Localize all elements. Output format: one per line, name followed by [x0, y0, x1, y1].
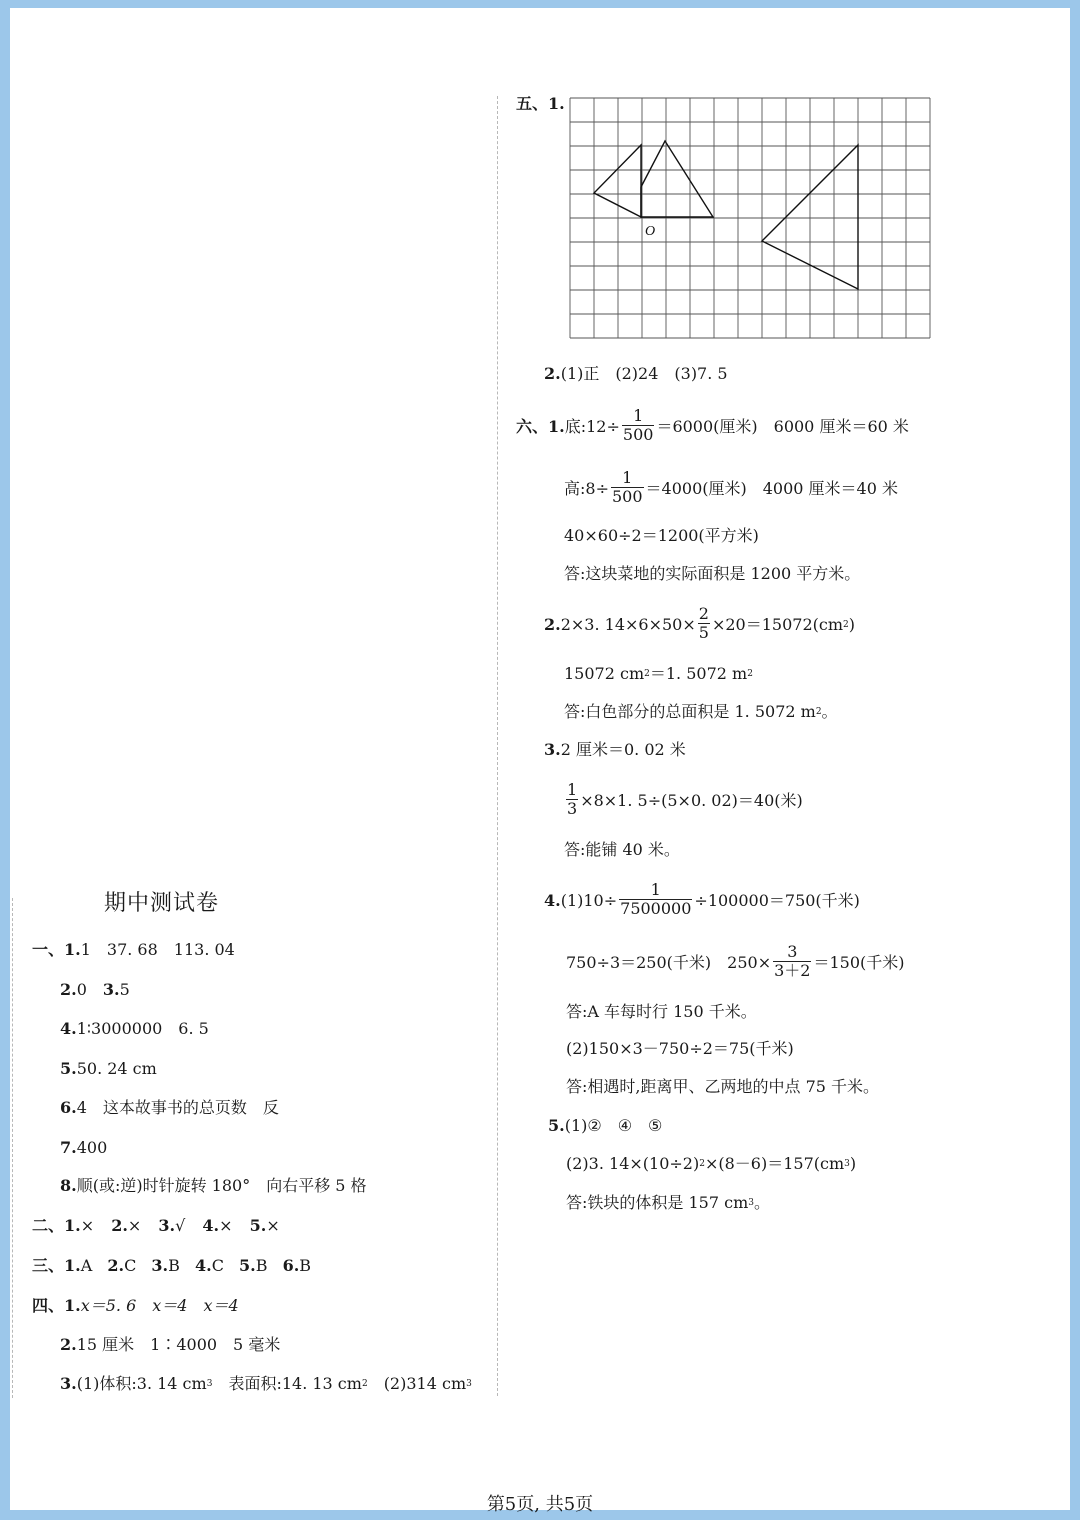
triangle-rotated: [594, 145, 641, 217]
answer-text: (1)体积:3. 14 cm: [76, 1374, 207, 1393]
q-label: 二、1.: [32, 1216, 81, 1235]
fraction: [622, 407, 655, 444]
s6-line3: [564, 526, 759, 546]
s6-5-line1: [548, 1116, 662, 1136]
q-label: 7.: [60, 1138, 77, 1157]
answer-text: 底:12÷: [564, 417, 620, 436]
q-label: 4.: [544, 891, 561, 910]
answer-text: 2 厘米＝0. 02 米: [560, 740, 686, 759]
answer-text: 答:能铺 40 米。: [564, 840, 680, 859]
q-label: 2.: [107, 1256, 125, 1275]
s6-3-line3: [564, 840, 680, 860]
answer-text: 400: [76, 1138, 108, 1157]
answer-text: B: [168, 1256, 180, 1275]
answer-text: ×: [80, 1216, 95, 1235]
answer-text: ×(8－6)＝157(cm: [704, 1154, 845, 1173]
q-label: 4.: [194, 1256, 212, 1275]
superscript: 2: [747, 669, 753, 679]
q1-line5: [60, 1059, 157, 1079]
answer-text: ＝1. 5072 m: [649, 664, 748, 683]
answer-text: 答:相遇时,距离甲、乙两地的中点 75 千米。: [566, 1077, 880, 1096]
answer-text: ×: [266, 1216, 280, 1235]
q-label: 6.: [60, 1098, 77, 1117]
q-label: 一、1.: [32, 940, 81, 959]
q1-line1: [32, 940, 235, 960]
fraction: [611, 469, 644, 506]
answer-text: 答:A 车每时行 150 千米。: [566, 1002, 757, 1021]
answer-text: ＝6000(厘米) 6000 厘米＝60 米: [656, 417, 909, 436]
fraction-numerator: 1: [619, 881, 692, 900]
answer-text: B: [255, 1256, 268, 1275]
superscript: 2: [699, 1159, 705, 1169]
answer-text: ×: [219, 1216, 233, 1235]
superscript: 3: [844, 1159, 850, 1169]
q-label: 3.: [544, 740, 561, 759]
q4-line2: [60, 1335, 280, 1355]
column-divider-left: [12, 898, 13, 1398]
answer-text: √: [175, 1216, 186, 1235]
q-label: 5.: [249, 1216, 267, 1235]
q1-line4: [60, 1019, 209, 1039]
s6-4-line4: [566, 1039, 794, 1059]
s6-5-line2: [566, 1154, 856, 1177]
q-label: 3.: [60, 1374, 77, 1393]
answer-text: 50. 24 cm: [76, 1059, 157, 1078]
answer-text: 。: [821, 702, 838, 721]
answer-text: (1)正 (2)24 (3)7. 5: [560, 364, 728, 383]
superscript: 3: [206, 1379, 213, 1389]
fraction-denominator: 3＋2: [774, 961, 811, 980]
answer-text: ÷100000＝750(千米): [694, 891, 860, 910]
q3-line: [32, 1256, 311, 1276]
q-label: 2.: [544, 364, 561, 383]
answer-text: 表面积:14. 13 cm: [212, 1374, 362, 1393]
answer-text: ): [849, 1154, 857, 1173]
answer-text: (2)314 cm: [367, 1374, 467, 1393]
answer-text: 。: [753, 1193, 770, 1212]
q-label: 六、1.: [516, 417, 565, 436]
answer-page: [10, 8, 1070, 1510]
q-label: 2.: [60, 980, 77, 999]
column-divider-right: [497, 96, 498, 1396]
superscript: 2: [644, 669, 650, 679]
q-label: 三、1.: [32, 1256, 81, 1275]
section-title: 期中测试卷: [104, 891, 220, 916]
answer-text: x＝5. 6 x＝4 x＝4: [80, 1296, 239, 1315]
q-label: 3.: [102, 980, 120, 999]
answer-text: 40×60÷2＝1200(平方米): [564, 526, 759, 545]
answer-text: (2)3. 14×(10÷2): [566, 1154, 700, 1173]
fraction-denominator: 3: [567, 799, 578, 818]
q4-line1: [32, 1296, 239, 1316]
s6-3-line2: [564, 780, 803, 822]
fraction: [619, 881, 692, 918]
q-label: 5.: [548, 1116, 565, 1135]
q-label: 3.: [151, 1256, 169, 1275]
q1-line2: [60, 980, 130, 1000]
q2-line: [32, 1216, 280, 1236]
fraction: [566, 781, 578, 818]
grid-figure: [568, 96, 938, 340]
answer-text: 4 这本故事书的总页数 反: [76, 1098, 279, 1117]
q1-line6: [60, 1098, 279, 1118]
fraction-denominator: 500: [611, 487, 643, 506]
answer-text: 答:白色部分的总面积是 1. 5072 m: [564, 702, 816, 721]
s6-line2: [564, 468, 898, 510]
answer-text: 5: [119, 980, 130, 999]
answer-text: 答:铁块的体积是 157 cm: [566, 1193, 749, 1212]
s6-4-line3: [566, 1002, 757, 1022]
answer-text: ×: [127, 1216, 142, 1235]
answer-text: (2)150×3－750÷2＝75(千米): [566, 1039, 794, 1058]
q-label: 2.: [111, 1216, 128, 1235]
answer-text: C: [124, 1256, 137, 1275]
fraction-numerator: 1: [622, 407, 655, 426]
answer-text: ＝4000(厘米) 4000 厘米＝40 米: [645, 479, 898, 498]
answer-text: C: [211, 1256, 224, 1275]
q1-line8: [60, 1176, 367, 1196]
fraction-numerator: 3: [773, 943, 811, 962]
answer-text: 高:8÷: [564, 479, 609, 498]
answer-text: ): [848, 615, 855, 634]
triangle-original: [641, 141, 713, 217]
fraction-denominator: 5: [698, 623, 709, 642]
page-footer: 第5页, 共5页: [486, 1494, 594, 1515]
fraction-numerator: 1: [567, 780, 578, 799]
answer-text: 2×3. 14×6×50×: [560, 615, 696, 634]
answer-text: (1)10÷: [560, 891, 618, 910]
answer-text: 15 厘米 1∶4000 5 毫米: [76, 1335, 281, 1354]
answer-text: (1)② ④ ⑤: [564, 1116, 663, 1135]
s5-line2: [544, 364, 728, 384]
answer-text: 15072 cm: [564, 664, 645, 683]
superscript: 3: [748, 1198, 754, 1208]
q-label: 5.: [60, 1059, 77, 1078]
answer-text: 750÷3＝250(千米) 250×: [566, 953, 772, 972]
superscript: 2: [843, 620, 849, 630]
s6-4-line1: [544, 880, 860, 922]
s6-3-line1: [544, 740, 686, 760]
q-label: 6.: [282, 1256, 300, 1275]
answer-text: ＝150(千米): [813, 953, 905, 972]
answer-text: 1 37. 68 113. 04: [80, 940, 235, 959]
s6-2-line3: [564, 702, 838, 725]
q-label: 8.: [60, 1176, 77, 1195]
q1-line7: [60, 1138, 107, 1158]
q-label: 2.: [544, 615, 561, 634]
answer-text: ×8×1. 5÷(5×0. 02)＝40(米): [580, 791, 803, 810]
fraction-denominator: 500: [622, 425, 654, 444]
s6-line4: [564, 564, 860, 584]
answer-text: B: [299, 1256, 312, 1275]
s6-2-line1: [544, 604, 855, 649]
s6-line1: [516, 406, 909, 448]
answer-text: 答:这块菜地的实际面积是 1200 平方米。: [564, 564, 861, 583]
q4-line3: [60, 1374, 472, 1397]
s6-4-line5: [566, 1077, 879, 1097]
superscript: 3: [466, 1379, 472, 1389]
answer-text: ×20＝15072(cm: [711, 615, 843, 634]
answer-text: 顺(或:逆)时针旋转 180° 向右平移 5 格: [76, 1176, 367, 1195]
fraction: [698, 605, 710, 642]
q-label: 3.: [158, 1216, 176, 1235]
superscript: 2: [815, 707, 822, 717]
answer-text: 0: [76, 980, 103, 999]
fraction-numerator: 2: [698, 604, 709, 623]
s6-2-line2: [564, 664, 753, 687]
q-label: 2.: [60, 1335, 77, 1354]
fraction-numerator: 1: [611, 469, 644, 488]
fraction: [773, 943, 811, 980]
origin-label: O: [645, 224, 656, 239]
fraction-denominator: 7500000: [620, 899, 692, 918]
s5-label: 五、1.: [516, 94, 565, 113]
q-label: 4.: [60, 1019, 77, 1038]
q-label: 4.: [202, 1216, 220, 1235]
q-label: 5.: [239, 1256, 256, 1275]
q-label: 四、1.: [32, 1296, 81, 1315]
answer-text: 1∶3000000 6. 5: [76, 1019, 209, 1038]
s6-5-line3: [566, 1193, 770, 1216]
answer-text: A: [80, 1256, 93, 1275]
superscript: 2: [361, 1379, 368, 1389]
s6-4-line2: [566, 942, 905, 984]
